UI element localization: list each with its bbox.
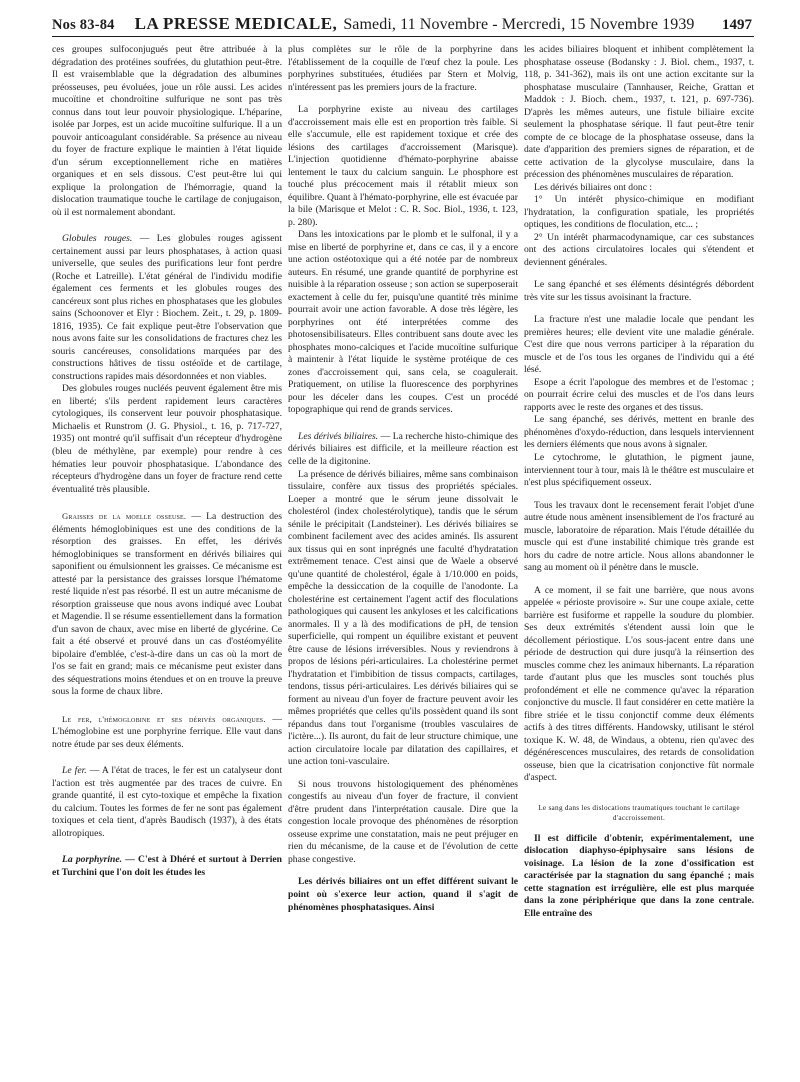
page-header: [52, 14, 752, 38]
paragraph: plus complètes sur le rôle de la porphyrine dans l'établissement de la coquille de l'œuf chez la poule. Les porphyrines substituées, étudiées par Stern et Molvig, n'intéressent pas les premiers jours de la fracture.: [288, 44, 518, 93]
paragraph: Des globules rouges nucléés peuvent également être mis en liberté; s'ils perdent rapidement leurs caractères cytologiques, ils conservent leur pouvoir phosphatasique. Michaelis et Runstrom (J. G. Physiol., t. 16, p. 717-727, 1935) ont montré qu'il suffisait d'un récepteur d'hydrogène (bleu de méthylène, par exemple) pour rendre à ces hématies leur pouvoir phosphatasique. L'abondance des récepteurs d'hydrogène dans un foyer de fracture rend cette éventualité très plausible.: [52, 383, 282, 495]
header-rule: [52, 36, 754, 37]
paragraph: les acides biliaires bloquent et inhibent complètement la phosphatase osseuse (Bodansky : J. Biol. chem., 1937, t. 118, p. 341-362), mais ils ont une action excitante sur la phosphatase musculaire (Tannhauser, Reiche, Grattan et Maddok : J. Bioch. chem., 1937, t. 121, p. 697-736). D'après les mêmes auteurs, une fistule biliaire excite seulement la phosphatase sérique. Il faut peut-être tenir compte de ce blocage de la phosphatase osseuse, dans la date d'apparition des premiers signes de réparation, et de cette activation de la glycolyse musculaire, dans la précession des phénomènes musculaires de réparation.: [524, 44, 754, 181]
issue-date: Samedi, 11 Novembre - Mercredi, 15 Novembre 1939: [343, 16, 695, 33]
column-right: [524, 44, 754, 1074]
section-title: Le fer.: [62, 765, 87, 777]
paragraph: Le cytochrome, le glutathion, le pigment jaune, interviennent tour à tour, mais là le théâtre est musculaire et n'est plus spécifiquement osseux.: [524, 451, 754, 489]
paragraph: Le fer. — A l'état de traces, le fer est un catalyseur dont l'action est très augmentée par des traces de cuivre. En grande quantité, il est cyto-toxique et empêche la fixation du calcium. Toutes les formes de fer ne sont pas également toxiques et cela tient, d'après Baudisch (1937), à des états allotropiques.: [52, 765, 282, 839]
paragraph: 2° Un intérêt pharmacodynamique, car ces substances ont des actions circulatoires locales qui s'étendent et deviennent générales.: [524, 231, 754, 268]
paragraph: Les dérivés biliaires ont un effet différent suivant le point où s'exerce leur action, quand il s'agit de phénomènes phosphatasiques. Ainsi: [288, 876, 518, 913]
journal-title: LA PRESSE MEDICALE,: [134, 14, 338, 33]
paragraph: Dans les intoxications par le plomb et le sulfonal, il y a mise en liberté de porphyrine et, dans ce cas, il y a encore une action ostéotoxique qui a été notée par de nombreux auteurs. En résumé, une grande quantité de porphyrine est nuisible à la réparation osseuse ; son action se superposerait exactement à celle du fer, puisqu'une quantité très minime pourrait avoir une action favorable. A dose très légère, les porphyrines ont été interprétées comme des photosensibilisateurs. Elles contribuent sans doute avec les phosphates mono-calciques et l'acide mucoïtine sulfurique à maintenir à l'état liquide le système protéique de ces zones d'accroissement qui, sans cela, se coagulerait. Pratiquement, on utilise la fluorescence des porphyrines pour les déceler dans les coupes. C'est un procédé topographique qui rend de grands services.: [288, 229, 518, 416]
paragraph: Tous les travaux dont le recensement ferait l'objet d'une autre étude nous amènent insensiblement de l'os fracturé au muscle, laboratoire de réparation. Mais l'étude détaillée du muscle qui est d'une instabilité chimique très grande est hors du cadre de notre article. Nous allons abandonner le sang au moment où il pénètre dans le muscle.: [524, 499, 754, 574]
section-title: Globules rouges.: [62, 233, 133, 245]
section-heading: Le sang dans les dislocations traumatiques touchant le cartilage d'accroissement.: [538, 803, 740, 822]
column-left: [52, 44, 282, 1074]
paragraph: A ce moment, il se fait une barrière, que nous avons appelée « périoste provisoire ». Sur une coupe axiale, cette barrière est fusiforme et rappelle la soudure du plombier. Ses deux extrémités s'étendent aussi loin que le décollement périostique. L'os sous-jacent entre dans une période de destruction qui dure jusqu'à la réinsertion des muscles comme chez les animaux hibernants. La réparation tarde d'autant plus que les muscles sont touchés plus profondément et elle ne commence qu'avec la réparation conjonctive du muscle. Il faut considérer en cette matière la fibre striée et le tissu conjonctif comme deux éléments actifs à des titres différents. Handowsky, utilisant le stérol toxique K. W. 48, de Windaus, a obtenu, rien qu'avec des dégénérescences musculaires, des retards de consolidation osseuse, bien que la cicatrisation conjonctive fût normale d'aspect.: [524, 584, 754, 784]
page-number: 1497: [722, 17, 752, 33]
paragraph: Les dérivés biliaires. — La recherche histo-chimique des dérivés biliaires est difficile, et la meilleure réaction est celle de la digitonine.: [288, 430, 518, 467]
paragraph: La présence de dérivés biliaires, même sans combinaison tissulaire, confère aux tissus des propriétés spéciales. Loeper a montré que le sérum jeune dissolvait le cholestérol (index cholestérolytique), tandis que le sérum sénile le précipitait (Landsteiner). Les dérivés biliaires se combinent facilement avec des acides aminés. Ils assurent aux tissus qui en sont inprégnés une faculté d'hydratation extrêmement tenace. C'est ainsi que de Waele a observé qu'une quantité de cholestérol, égale à 1/10.000 en poids, empêche la dessiccation de la coquille de l'anodonte. La cholestérine est certainement l'agent actif des floculations pathologiques qui causent les ankyloses et les calcifications anormales. Il y a là des modifications de pH, de tension superficielle, qui rompent un équilibre existant et peuvent être cause de lésions irréversibles. Nous y reviendrons à propos de lésions péri-articulaires. La cholestérine permet l'hydratation et l'imbibition de tissus compacts, cartilages, tendons, tissus péri-articulaires. Les dérivés biliaires qui se forment au niveau d'un foyer de fracture peuvent avoir les mêmes propriétés que celles qu'ils possèdent quand ils sont répandus dans tout l'organisme (troubles vasculaires de l'ictère...). Ils auront, du fait de leur structure chimique, une action circulatoire locale par dilatation des capillaires, et une action toni-vasculaire.: [288, 468, 518, 768]
paragraph: Il est difficile d'obtenir, expérimentalement, une dislocation diaphyso-épiphysaire sans lésions de voisinage. La lésion de la zone d'ossification est caractérisée par la stagnation du sang épanché ; mais cette stagnation est irrégulière, elle est plus marquée dans la zone périphérique que dans la zone centrale. Elle entraîne des: [524, 832, 754, 919]
paragraph: La fracture n'est une maladie locale que pendant les premières heures; elle devient vite une maladie générale. C'est dire que nous verrons participer à la réparation du muscle et de l'os tous les organes de l'individu qui a été lésé.: [524, 314, 754, 376]
section-title: Graisses de la moelle osseuse.: [62, 511, 187, 522]
column-middle: [288, 44, 518, 1074]
section-title: Les dérivés biliaires.: [298, 430, 379, 442]
paragraph: La porphyrine. — C'est à Dhéré et surtout à Derrien et Turchini que l'on doit les études les: [52, 854, 282, 878]
paragraph: Le sang épanché et ses éléments désintégrés débordent très vite sur les tissus avoisinant la fracture.: [524, 279, 754, 303]
paragraph: Si nous trouvons histologiquement des phénomènes congestifs au niveau d'un foyer de fracture, il convient d'être prudent dans l'interprétation causale. Dire que la congestion locale provoque des phénomènes de résorption osseuse exprime une constatation, mais ne peut préjuger en rien du mécanisme, de la cause et de l'évolution de cette phase congestive.: [288, 778, 518, 865]
paragraph: 1° Un intérêt physico-chimique en modifiant l'hydratation, la configuration spatiale, les propriétés optiques, les conditions de floculation, etc... ;: [524, 194, 754, 231]
paragraph: Esope a écrit l'apologue des membres et de l'estomac ; on pourrait écrire celui des muscles et de l'os dans leurs rapports avec le reste des organes et des tissus.: [524, 376, 754, 413]
paragraph: Graisses de la moelle osseuse. — La destruction des éléments hémoglobiniques est une des conditions de la résorption des graisses. En effet, les dérivés hémoglobiniques se transforment en dérivés biliaires qui saponifient ou émulsionnent les graisses. Ce mécanisme est attesté par la persistance des graisses lorsque l'hématome resté liquide n'est pas résorbé. Il est un autre mécanisme de résorption graisseuse que nous avons indiqué avec Loubat et Magendie. Il se résume essentiellement dans la formation d'un savon de chaux, avec mise en liberté de glycérine. Ce fait a été observé et prouvé dans un cas d'ostéomyélite bipolaire d'emblée, c'est-à-dire dans un cas où la mort de l'os se fait en grand; mais ce mécanisme peut exister dans des séquestrations moins étendues et on en trouve la preuve sous la forme de chaux libre.: [52, 511, 282, 698]
paragraph: La porphyrine existe au niveau des cartilages d'accroissement mais elle est en proportion très faible. Si elle s'accumule, elle est rapidement toxique et crée des lésions des cartilages d'accroissement (Marisque). L'injection quotidienne d'hémato-porphyrine abaisse lentement le taux du calcium sanguin. Le phosphore est touché plus précocement mais il rétablit mieux son équilibre. Quant à l'hémato-porphyrine, elle est évacuée par la bile (Marisque et Melot : C. R. Soc. Biol., 1936, t. 123, p. 280).: [288, 104, 518, 228]
issue-number: Nos 83-84: [52, 17, 115, 33]
paragraph: Globules rouges. — Les globules rouges agissent certainement aussi par leurs phosphatases, à action quasi universelle, que seules des purifications leur font perdre (Roche et Latreille). L'état général de l'individu modifie également ces ferments et les globules rouges des cancéreux sont plus riches en phosphatases que les globules sains (Schoonover et Elyr : Biochem. Zeit., t. 29, p. 1809-1816, 1935). Ce fait explique peut-être l'observation que nous avons faite sur les consolidations de fractures chez les souris cancéreuses, consolidations marquées par des constructions hâtives de tissu ostéoïde et de cartilage, constructions rapides mais désordonnées et non viables.: [52, 233, 282, 382]
section-title: Le fer, l'hémoglobine et ses dérivés organiques.: [62, 713, 266, 724]
paragraph: Le sang épanché, ses dérivés, mettent en branle des phénomènes d'oxydo-réduction, dans lesquels interviennent les derniers éléments que nous avons à signaler.: [524, 414, 754, 451]
paragraph: ces groupes sulfoconjugués peut être attribuée à la dégradation des protéines soufrées, du glutathion peut-être. Il est vraisemblable que la dégradation des albumines préosseuses, peu évoluées, joue un rôle aussi. Les acides mucoïtine et chondroïtine sulfurique ne sont pas très connus dans tout leur pouvoir physiologique. L'héparine, isolée par Jorpes, est un acide mucoïtine sulfurique. Il a un pouvoir anticoagulant considérable. Sa présence au niveau du foyer de fracture explique le maintien à l'état liquide d'un sérum exceptionnellement riche en matières organiques et en sels dissous. C'est peut-être lui qui explique la prolongation de l'hémorragie, quand la dislocation traumatique touche le cartilage de conjugaison, où il est normalement abondant.: [52, 44, 282, 218]
section-title: La porphyrine.: [62, 854, 122, 866]
paragraph: Le fer, l'hémoglobine et ses dérivés organiques. — L'hémoglobine est une porphyrine ferrique. Elle vaut dans notre étude par ses deux éléments.: [52, 713, 282, 750]
paragraph: Les dérivés biliaires ont donc :: [534, 181, 653, 193]
